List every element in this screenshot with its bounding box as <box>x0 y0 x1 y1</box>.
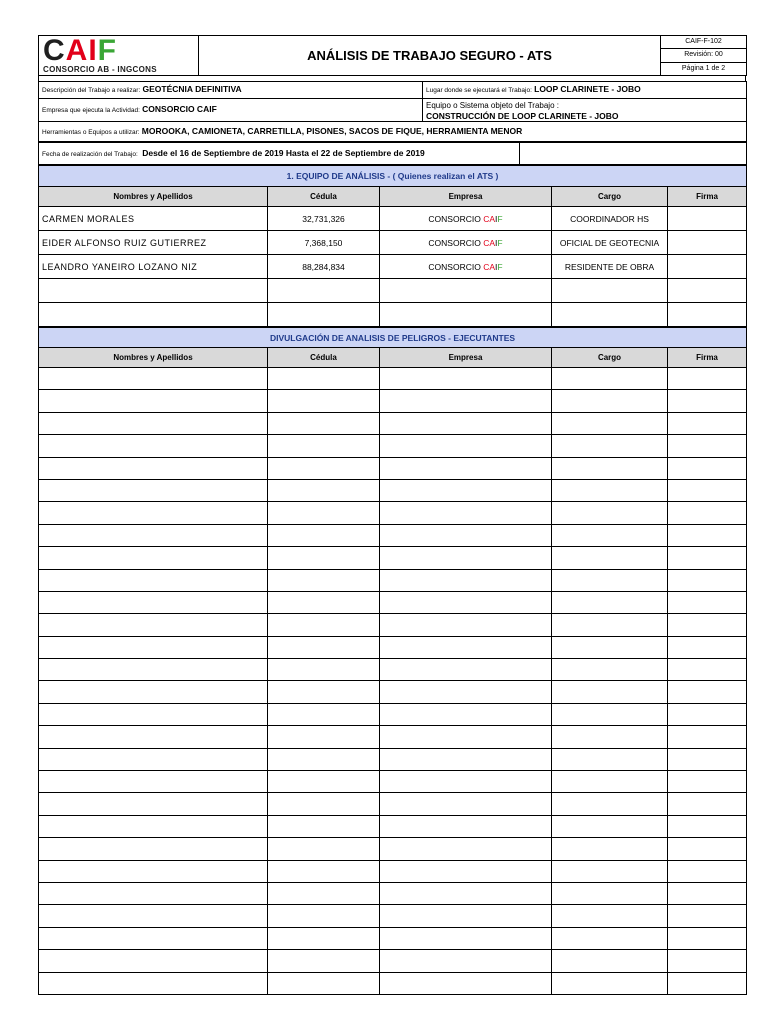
row-empresa[interactable] <box>380 659 552 681</box>
row-cargo[interactable] <box>552 950 668 972</box>
analysis-team-table <box>38 165 747 327</box>
row-name[interactable] <box>39 703 268 725</box>
table-row <box>39 771 747 793</box>
row-firma[interactable] <box>668 231 747 255</box>
col-firma: Firma <box>668 187 747 207</box>
row-cargo[interactable] <box>552 591 668 613</box>
row-firma[interactable] <box>668 771 747 793</box>
table-row <box>39 368 747 390</box>
row-cargo[interactable] <box>552 815 668 837</box>
row-cedula[interactable] <box>268 390 380 412</box>
table-row <box>39 838 747 860</box>
row-firma[interactable] <box>668 927 747 949</box>
row-cedula[interactable] <box>268 479 380 501</box>
table-row <box>39 547 747 569</box>
descripcion-field: Descripción del Trabajo a realizar: GEOTÉCNIA DEFINITIVA <box>39 82 423 99</box>
row-name[interactable] <box>39 502 268 524</box>
row-firma[interactable] <box>668 681 747 703</box>
document-revision: Revisión: 00 <box>661 49 747 62</box>
row-cargo[interactable] <box>552 726 668 748</box>
table-row <box>39 659 747 681</box>
row-cedula[interactable] <box>268 815 380 837</box>
row-firma[interactable] <box>668 412 747 434</box>
row-firma[interactable] <box>668 659 747 681</box>
row-name[interactable] <box>39 950 268 972</box>
row-empresa[interactable] <box>380 368 552 390</box>
row-cedula[interactable] <box>268 303 380 327</box>
row-firma[interactable] <box>668 207 747 231</box>
row-name[interactable] <box>39 659 268 681</box>
row-name[interactable] <box>39 905 268 927</box>
row-name[interactable] <box>39 569 268 591</box>
col-nombres: Nombres y Apellidos <box>39 348 268 368</box>
lugar-field: Lugar donde se ejecutará el Trabajo: LOOP CLARINETE - JOBO <box>423 82 747 99</box>
fecha-row <box>38 142 747 165</box>
row-cedula[interactable] <box>268 547 380 569</box>
col-empresa: Empresa <box>380 187 552 207</box>
table-row <box>39 569 747 591</box>
table-row <box>39 882 747 904</box>
row-cargo[interactable] <box>552 681 668 703</box>
row-cedula[interactable] <box>268 636 380 658</box>
row-name[interactable] <box>39 882 268 904</box>
row-empresa[interactable] <box>380 636 552 658</box>
equipo-field: Equipo o Sistema objeto del Trabajo : CONSTRUCCIÓN DE LOOP CLARINETE - JOBO <box>423 99 747 122</box>
row-empresa[interactable] <box>380 815 552 837</box>
row-cargo[interactable] <box>552 838 668 860</box>
row-cargo[interactable] <box>552 303 668 327</box>
row-empresa[interactable] <box>380 279 552 303</box>
row-cargo[interactable] <box>552 972 668 994</box>
row-cargo[interactable] <box>552 905 668 927</box>
row-cargo[interactable] <box>552 927 668 949</box>
row-cargo[interactable] <box>552 412 668 434</box>
row-empresa[interactable] <box>380 882 552 904</box>
row-cedula[interactable]: 32,731,326 <box>268 207 380 231</box>
caif-logo <box>43 35 194 74</box>
row-cargo[interactable] <box>552 793 668 815</box>
row-firma[interactable] <box>668 905 747 927</box>
row-firma[interactable] <box>668 368 747 390</box>
row-name[interactable] <box>39 279 268 303</box>
row-cargo[interactable] <box>552 703 668 725</box>
table-row <box>39 412 747 434</box>
ats-form <box>38 35 746 995</box>
table-row <box>39 860 747 882</box>
empresa-field: Empresa que ejecuta la Actividad: CONSORCIO CAIF <box>39 99 423 122</box>
row-firma[interactable] <box>668 860 747 882</box>
col-nombres: Nombres y Apellidos <box>39 187 268 207</box>
row-firma[interactable] <box>668 815 747 837</box>
row-cedula[interactable] <box>268 659 380 681</box>
row-name[interactable] <box>39 368 268 390</box>
row-name[interactable] <box>39 547 268 569</box>
row-cargo[interactable] <box>552 882 668 904</box>
section1-empty-rows <box>39 279 747 327</box>
row-firma[interactable] <box>668 479 747 501</box>
row-cargo[interactable] <box>552 547 668 569</box>
row-cedula[interactable] <box>268 860 380 882</box>
work-info <box>38 81 747 142</box>
row-firma[interactable] <box>668 279 747 303</box>
table-row <box>39 614 747 636</box>
row-name[interactable] <box>39 838 268 860</box>
row-cargo[interactable] <box>552 479 668 501</box>
table-row <box>39 726 747 748</box>
section2-title: DIVULGACIÓN DE ANALISIS DE PELIGROS - EJECUTANTES <box>39 328 747 348</box>
row-firma[interactable] <box>668 703 747 725</box>
row-cedula[interactable] <box>268 771 380 793</box>
row-empresa[interactable] <box>380 547 552 569</box>
row-name[interactable] <box>39 524 268 546</box>
row-firma[interactable] <box>668 950 747 972</box>
table-row <box>39 435 747 457</box>
table-row <box>39 279 747 303</box>
table-row <box>39 303 747 327</box>
col-empresa: Empresa <box>380 348 552 368</box>
row-empresa[interactable] <box>380 524 552 546</box>
row-firma[interactable] <box>668 614 747 636</box>
row-firma[interactable] <box>668 502 747 524</box>
row-name[interactable] <box>39 726 268 748</box>
table-row <box>39 255 747 279</box>
document-page: Página 1 de 2 <box>661 62 747 75</box>
row-cedula[interactable] <box>268 793 380 815</box>
section2-rows <box>39 368 747 995</box>
row-cedula[interactable] <box>268 681 380 703</box>
row-name[interactable]: CARMEN MORALES <box>39 207 268 231</box>
row-name[interactable] <box>39 479 268 501</box>
row-cedula[interactable] <box>268 502 380 524</box>
row-empresa[interactable] <box>380 681 552 703</box>
herramientas-field: Herramientas o Equipos a utilizar: MOROOKA, CAMIONETA, CARRETILLA, PISONES, SACOS DE FIQUE, HERRAMIENTA MENOR <box>39 122 747 142</box>
row-empresa[interactable] <box>380 303 552 327</box>
row-cedula[interactable] <box>268 591 380 613</box>
row-cedula[interactable] <box>268 614 380 636</box>
row-name[interactable] <box>39 636 268 658</box>
row-empresa[interactable] <box>380 972 552 994</box>
row-empresa[interactable] <box>380 457 552 479</box>
table-row <box>39 703 747 725</box>
row-empresa[interactable] <box>380 703 552 725</box>
row-firma[interactable] <box>668 435 747 457</box>
row-cedula[interactable] <box>268 950 380 972</box>
row-cedula[interactable] <box>268 703 380 725</box>
table-row <box>39 905 747 927</box>
table-row <box>39 457 747 479</box>
row-empresa[interactable] <box>380 726 552 748</box>
fecha-extra <box>520 143 747 165</box>
row-name[interactable] <box>39 614 268 636</box>
table-row <box>39 636 747 658</box>
table-row <box>39 479 747 501</box>
table-row <box>39 207 747 231</box>
row-cargo[interactable] <box>552 457 668 479</box>
row-firma[interactable] <box>668 793 747 815</box>
row-cargo[interactable]: RESIDENTE DE OBRA <box>552 255 668 279</box>
logo-subtitle: CONSORCIO AB - INGCONS <box>43 64 157 74</box>
table-row <box>39 815 747 837</box>
section1-title: 1. EQUIPO DE ANÁLISIS - ( Quienes realizan el ATS ) <box>39 166 747 187</box>
row-name[interactable] <box>39 793 268 815</box>
table-row <box>39 793 747 815</box>
row-cargo[interactable]: OFICIAL DE GEOTECNIA <box>552 231 668 255</box>
row-cargo[interactable] <box>552 569 668 591</box>
row-cargo[interactable] <box>552 435 668 457</box>
fecha-field: Fecha de realización del Trabajo: Desde el 16 de Septiembre de 2019 Hasta el 22 de Septiembre de 2019 <box>39 143 520 165</box>
row-cedula[interactable] <box>268 524 380 546</box>
row-cargo[interactable] <box>552 614 668 636</box>
row-name[interactable] <box>39 390 268 412</box>
row-cedula[interactable] <box>268 368 380 390</box>
table-row <box>39 524 747 546</box>
row-firma[interactable] <box>668 569 747 591</box>
row-empresa[interactable] <box>380 502 552 524</box>
table-row <box>39 748 747 770</box>
row-firma[interactable] <box>668 457 747 479</box>
row-empresa[interactable] <box>380 748 552 770</box>
row-empresa[interactable] <box>380 390 552 412</box>
row-cedula[interactable] <box>268 748 380 770</box>
row-empresa[interactable] <box>380 905 552 927</box>
row-empresa[interactable]: CONSORCIO CAIF <box>380 207 552 231</box>
row-cedula[interactable] <box>268 882 380 904</box>
row-firma[interactable] <box>668 882 747 904</box>
row-empresa[interactable]: CONSORCIO CAIF <box>380 255 552 279</box>
section2-header-row <box>39 348 747 368</box>
row-firma[interactable] <box>668 524 747 546</box>
row-cedula[interactable] <box>268 279 380 303</box>
col-cedula: Cédula <box>268 348 380 368</box>
logo-cell <box>39 36 199 76</box>
row-cedula[interactable] <box>268 412 380 434</box>
table-row <box>39 681 747 703</box>
col-cargo: Cargo <box>552 348 668 368</box>
row-name[interactable] <box>39 412 268 434</box>
row-empresa[interactable] <box>380 479 552 501</box>
row-name[interactable] <box>39 681 268 703</box>
divulgation-table <box>38 327 747 995</box>
row-name[interactable] <box>39 748 268 770</box>
section1-header-row <box>39 187 747 207</box>
row-firma[interactable] <box>668 748 747 770</box>
row-cargo[interactable] <box>552 368 668 390</box>
row-cedula[interactable] <box>268 927 380 949</box>
row-cargo[interactable] <box>552 390 668 412</box>
row-name[interactable] <box>39 303 268 327</box>
form-header <box>38 35 747 76</box>
row-name[interactable] <box>39 815 268 837</box>
row-cedula[interactable]: 88,284,834 <box>268 255 380 279</box>
row-firma[interactable] <box>668 390 747 412</box>
row-empresa[interactable] <box>380 435 552 457</box>
row-cargo[interactable] <box>552 860 668 882</box>
table-row <box>39 591 747 613</box>
row-name[interactable] <box>39 457 268 479</box>
table-row <box>39 927 747 949</box>
row-firma[interactable] <box>668 636 747 658</box>
row-cedula[interactable] <box>268 435 380 457</box>
row-name[interactable]: EIDER ALFONSO RUIZ GUTIERREZ <box>39 231 268 255</box>
row-cedula[interactable] <box>268 569 380 591</box>
table-row <box>39 950 747 972</box>
row-empresa[interactable] <box>380 860 552 882</box>
row-firma[interactable] <box>668 972 747 994</box>
row-cargo[interactable]: COORDINADOR HS <box>552 207 668 231</box>
row-firma[interactable] <box>668 726 747 748</box>
row-cargo[interactable] <box>552 279 668 303</box>
row-cargo[interactable] <box>552 659 668 681</box>
row-name[interactable] <box>39 972 268 994</box>
row-empresa[interactable] <box>380 950 552 972</box>
row-cedula[interactable] <box>268 972 380 994</box>
row-empresa[interactable] <box>380 614 552 636</box>
row-firma[interactable] <box>668 255 747 279</box>
table-row <box>39 972 747 994</box>
row-empresa[interactable] <box>380 927 552 949</box>
logo-wordmark: CAIF <box>43 35 117 67</box>
row-name[interactable]: LEANDRO YANEIRO LOZANO NIZ <box>39 255 268 279</box>
row-cedula[interactable] <box>268 905 380 927</box>
row-empresa[interactable] <box>380 569 552 591</box>
row-name[interactable] <box>39 771 268 793</box>
row-cedula[interactable] <box>268 726 380 748</box>
document-title: ANÁLISIS DE TRABAJO SEGURO - ATS <box>199 36 661 76</box>
row-cargo[interactable] <box>552 771 668 793</box>
col-cargo: Cargo <box>552 187 668 207</box>
row-cargo[interactable] <box>552 636 668 658</box>
row-firma[interactable] <box>668 838 747 860</box>
row-cedula[interactable] <box>268 457 380 479</box>
row-cedula[interactable] <box>268 838 380 860</box>
row-firma[interactable] <box>668 547 747 569</box>
col-firma: Firma <box>668 348 747 368</box>
row-empresa[interactable] <box>380 591 552 613</box>
row-cedula[interactable]: 7,368,150 <box>268 231 380 255</box>
row-empresa[interactable] <box>380 793 552 815</box>
row-name[interactable] <box>39 860 268 882</box>
table-row <box>39 390 747 412</box>
table-row <box>39 231 747 255</box>
row-empresa[interactable] <box>380 412 552 434</box>
row-firma[interactable] <box>668 591 747 613</box>
row-empresa[interactable]: CONSORCIO CAIF <box>380 231 552 255</box>
row-cargo[interactable] <box>552 502 668 524</box>
col-cedula: Cédula <box>268 187 380 207</box>
row-firma[interactable] <box>668 303 747 327</box>
row-cargo[interactable] <box>552 524 668 546</box>
row-name[interactable] <box>39 591 268 613</box>
row-empresa[interactable] <box>380 771 552 793</box>
document-code: CAIF-F-102 <box>661 36 747 49</box>
table-row <box>39 502 747 524</box>
row-empresa[interactable] <box>380 838 552 860</box>
row-cargo[interactable] <box>552 748 668 770</box>
row-name[interactable] <box>39 927 268 949</box>
row-name[interactable] <box>39 435 268 457</box>
